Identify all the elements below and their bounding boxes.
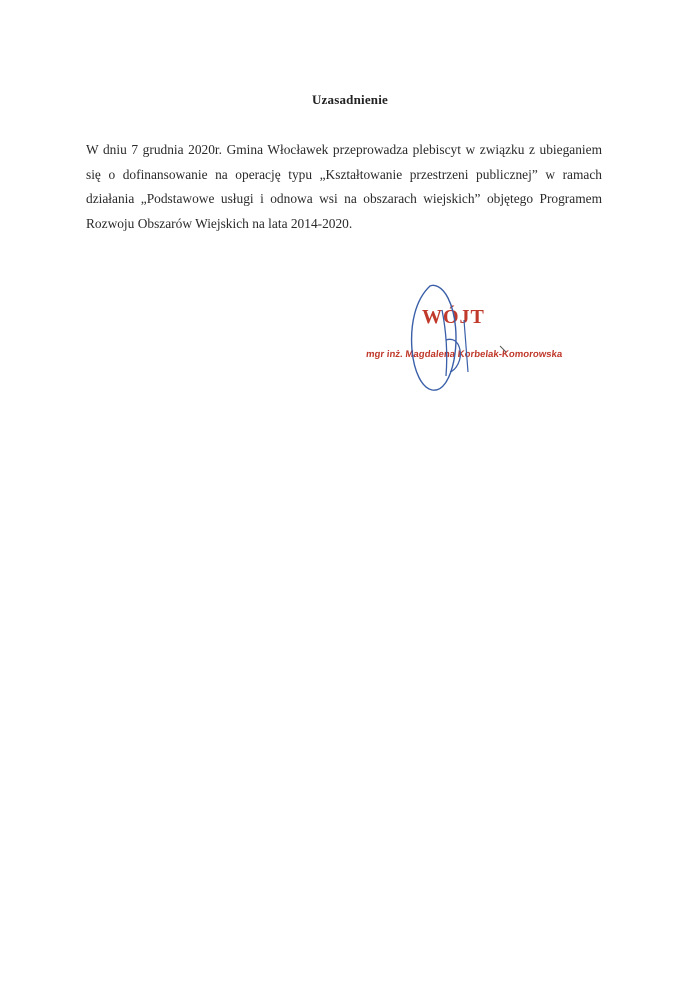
signature-stamp — [360, 280, 563, 400]
paragraph-line-3: działania „Podstawowe usługi i odnowa wsi na obszarach wiejskich” objętego Programem — [86, 191, 602, 206]
stamp-name: mgr inż. Magdalena Korbelak-Komorowska — [365, 349, 563, 360]
document-title: Uzasadnienie — [311, 92, 389, 107]
stamp-title: WÓJT — [422, 306, 485, 328]
paragraph-line-4: Rozwoju Obszarów Wiejskich na lata 2014-2020. — [86, 215, 353, 231]
justification-paragraph — [86, 138, 602, 236]
paragraph-line-2: się o dofinansowanie na operację typu „Kształtowanie przestrzeni publicznej” w ramach — [86, 166, 602, 182]
handwritten-signature-icon — [360, 280, 563, 400]
paragraph-line-1: W dniu 7 grudnia 2020r. Gmina Włocławek przeprowadza plebiscyt w związku z ubieganiem — [86, 142, 602, 157]
